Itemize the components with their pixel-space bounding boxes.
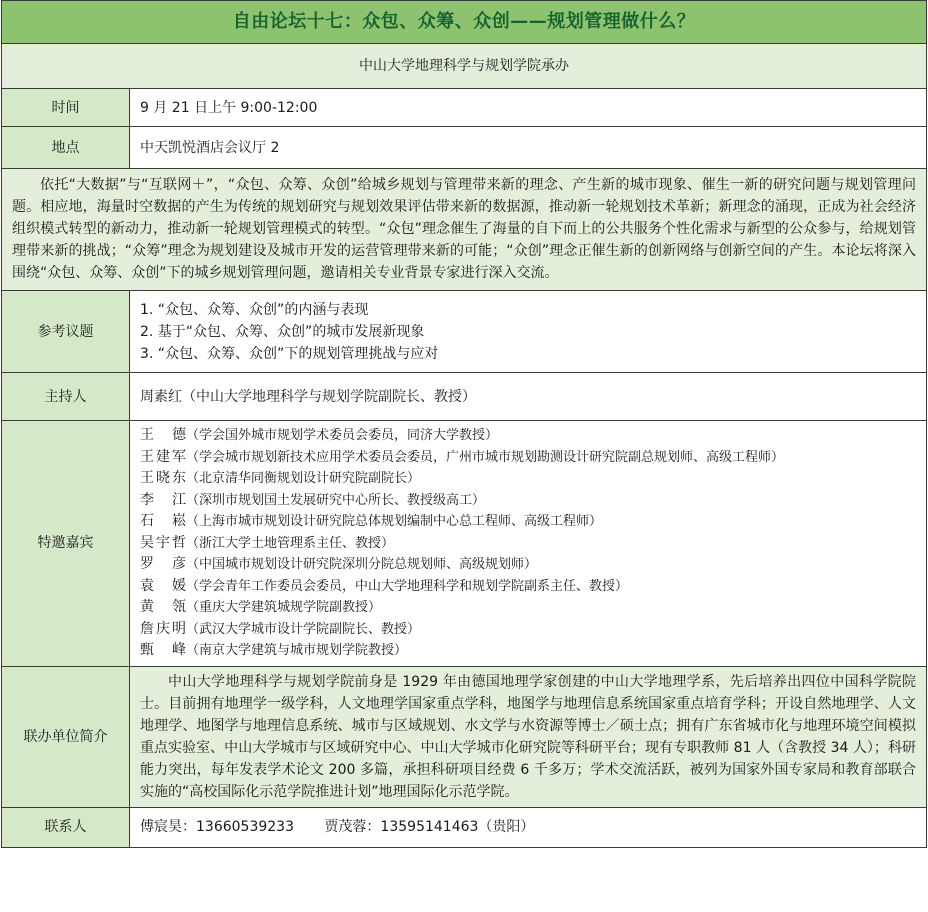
guest-name: 甄峰 xyxy=(140,642,186,658)
topics-list xyxy=(130,291,927,373)
guest-item xyxy=(140,490,916,512)
organizer-text: 中山大学地理科学与规划学院承办 xyxy=(2,44,927,89)
guest-item xyxy=(140,640,916,662)
guest-item xyxy=(140,576,916,598)
guest-desc: （学会国外城市规划学术委员会委员，同济大学教授） xyxy=(186,428,499,443)
guests-list xyxy=(130,421,927,667)
guests-label: 特邀嘉宾 xyxy=(2,421,130,667)
topics-label: 参考议题 xyxy=(2,291,130,373)
co-organizer-label: 联办单位简介 xyxy=(2,666,130,807)
guest-name: 黄瓴 xyxy=(140,599,186,615)
topic-item: 3. “众包、众筹、众创”下的规划管理挑战与应对 xyxy=(140,345,439,362)
guest-item xyxy=(140,554,916,576)
guest-name: 詹庆明 xyxy=(140,620,186,637)
guest-desc: （中国城市规划设计研究院深圳分院总规划师、高级规划师） xyxy=(186,557,538,572)
topic-item: 2. 基于“众包、众筹、众创”的城市发展新现象 xyxy=(140,323,425,340)
guest-item xyxy=(140,533,916,555)
host-label: 主持人 xyxy=(2,373,130,421)
forum-title: 自由论坛十七：众包、众筹、众创——规划管理做什么？ xyxy=(2,1,927,44)
guest-item xyxy=(140,425,916,447)
guest-item xyxy=(140,619,916,641)
guest-name: 袁媛 xyxy=(140,577,186,594)
guest-name: 王德 xyxy=(140,427,186,443)
guest-name: 李江 xyxy=(140,491,186,508)
co-organizer-cell xyxy=(130,666,927,807)
introduction-cell xyxy=(2,169,927,291)
guest-desc: （学会城市规划新技术应用学术委员会委员，广州市城市规划勘测设计研究院副总规划师、高级工程师） xyxy=(186,449,785,465)
guest-desc: （武汉大学城市设计学院副院长、教授） xyxy=(186,621,421,637)
guest-desc: （学会青年工作委员会委员，中山大学地理科学和规划学院副系主任、教授） xyxy=(186,578,629,594)
guest-desc: （深圳市规划国土发展研究中心所长、教授级高工） xyxy=(186,492,486,508)
location-value: 中天凯悦酒店会议厅 2 xyxy=(130,127,927,169)
contacts-label: 联系人 xyxy=(2,807,130,847)
forum-info-table xyxy=(1,0,927,848)
time-label: 时间 xyxy=(2,89,130,127)
time-value: 9 月 21 日上午 9:00-12:00 xyxy=(130,89,927,127)
location-label: 地点 xyxy=(2,127,130,169)
guest-desc: （上海市城市规划设计研究院总体规划编制中心总工程师、高级工程师） xyxy=(186,514,603,529)
introduction-text: 依托“大数据”与“互联网＋”，“众包、众筹、众创”给城乡规划与管理带来新的理念、产生新的城市现象、催生一新的研究问题与规划管理问题。相应地，海量时空数据的产生为传统的规划研究与规划效果评估带来新的数据源，推动新一轮规划技术革新；新理念的涌现，正成为社会经济组织模式转型的新动力，推动新一轮规划管理模式的转型。“众包”理念催生了海量的自下而上的公共服务个性化需求与新型的公众参与，给规划管理带来新的挑战；“众筹”理念为规划建设及城市开发的运营管理带来新的可能；“众创”理念正催生新的创新网络与创新空间的产生。本论坛将深入围绕“众包、众筹、众创”下的城乡规划管理问题，邀请相关专业背景专家进行深入交流。 xyxy=(12,177,916,281)
guest-item xyxy=(140,468,916,490)
guest-desc: （重庆大学建筑城规学院副教授） xyxy=(186,600,382,615)
topic-item: 1. “众包、众筹、众创”的内涵与表现 xyxy=(140,301,369,318)
contact-item: 傅宸昊：13660539233 xyxy=(140,819,294,835)
guest-desc: （浙江大学土地管理系主任、教授） xyxy=(186,535,395,551)
co-organizer-text: 中山大学地理科学与规划学院前身是 1929 年由德国地理学家创建的中山大学地理学系，先后培养出四位中国科学院院士。目前拥有地理学一级学科，人文地理学国家重点学科，地图学与地理信息系统国家重点培育学科；开设自然地理学、人文地理学、地图学与地理信息系统、城市与区域规划、水文学与水资源等博士／硕士点；拥有广东省城市化与地理环境空间模拟重点实验室、中山大学城市与区域研究中心、中山大学城市化研究院等科研平台；现有专职教师 81 人（含教授 34 人）；科研能力突出，每年发表学术论文 200 多篇，承担科研项目经费 6 千多万；学术交流活跃，被列为国家外国专家局和教育部联合实施的“高校国际化示范学院推进计划”地理国际化示范学院。 xyxy=(140,673,916,800)
guest-name: 王晓东 xyxy=(140,470,186,486)
guest-item xyxy=(140,597,916,619)
contacts-list xyxy=(130,807,927,847)
contact-item: 贾茂蓉：13595141463（贵阳） xyxy=(324,819,535,835)
guest-name: 石崧 xyxy=(140,513,186,529)
guest-item xyxy=(140,447,916,469)
host-value: 周素红（中山大学地理科学与规划学院副院长、教授） xyxy=(130,373,927,421)
guest-desc: （南京大学建筑与城市规划学院教授） xyxy=(186,643,408,658)
guest-item xyxy=(140,511,916,533)
guest-name: 吴宇哲 xyxy=(140,534,186,551)
guest-name: 王建军 xyxy=(140,448,186,465)
guest-name: 罗彦 xyxy=(140,556,186,572)
guest-desc: （北京清华同衡规划设计研究院副院长） xyxy=(186,471,421,486)
